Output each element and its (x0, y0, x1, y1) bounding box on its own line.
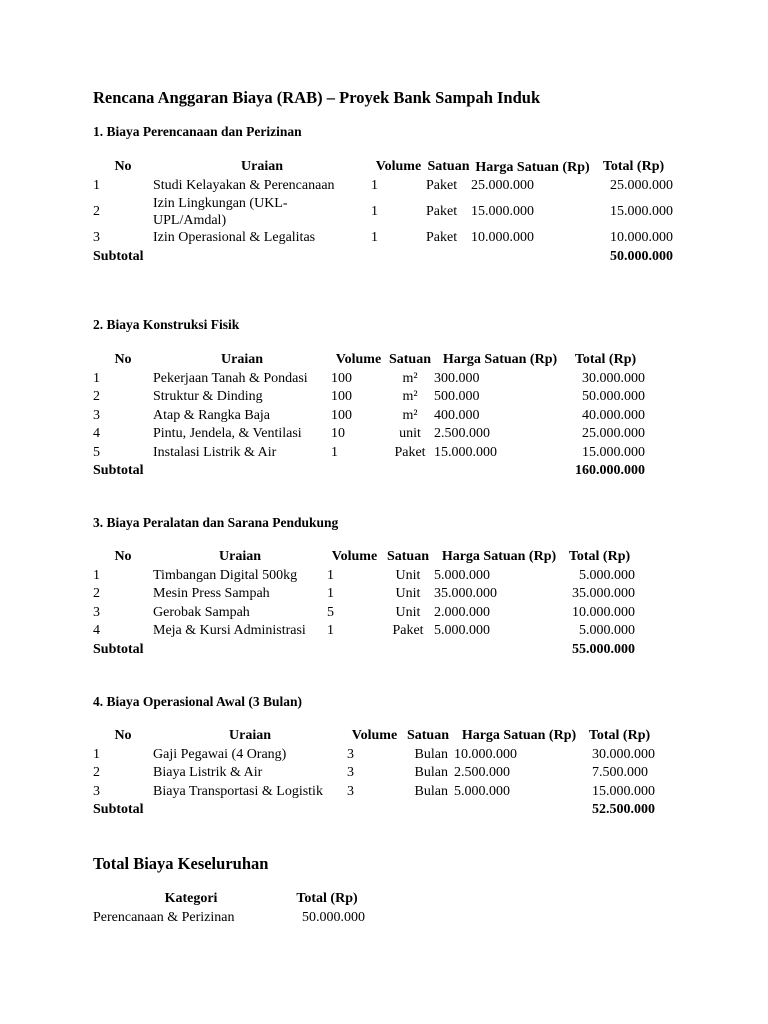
table-row (93, 370, 645, 389)
cell-total: 10.000.000 (610, 230, 673, 245)
cell-total: 15.000.000 (592, 783, 655, 799)
cell-satuan: Unit (395, 567, 421, 583)
cell-no: 3 (93, 783, 100, 799)
cell-no: 1 (93, 370, 100, 386)
summary-table (93, 890, 365, 927)
cell-harga: 10.000.000 (471, 230, 534, 245)
cell-harga: 5.000.000 (434, 623, 490, 638)
section-title: 4. Biaya Operasional Awal (3 Bulan) (93, 694, 303, 709)
header-no: No (114, 728, 132, 743)
cell-uraian: Biaya Transportasi & Logistik (153, 783, 323, 799)
cell-total: 30.000.000 (592, 746, 655, 762)
cell-no: 4 (93, 426, 100, 441)
subtotal-value: 160.000.000 (575, 463, 645, 478)
subtotal-label: Subtotal (93, 463, 144, 478)
cell-satuan: Paket (394, 444, 426, 460)
cell-total: 50.000.000 (582, 389, 645, 404)
cell-volume: 1 (371, 203, 378, 219)
table-row (93, 425, 645, 444)
cell-harga: 15.000.000 (471, 203, 534, 219)
header-no: No (114, 549, 132, 564)
cell-no: 2 (93, 203, 100, 219)
subtotal-value: 50.000.000 (610, 248, 673, 264)
cell-satuan: Paket (426, 203, 458, 219)
cell-uraian: Timbangan Digital 500kg (153, 567, 298, 583)
header-total: Total (Rp) (602, 159, 665, 174)
cell-harga: 2.500.000 (454, 765, 510, 780)
table-header-row (93, 351, 645, 370)
cell-uraian: Struktur & Dinding (153, 389, 263, 404)
table-row (93, 567, 635, 586)
header-total: Total (Rp) (588, 728, 651, 743)
table-row (93, 407, 645, 426)
header-total: Total (Rp) (296, 891, 358, 906)
cell-satuan: Bulan (414, 783, 448, 799)
subtotal-row (93, 641, 635, 660)
header-satuan: Satuan (427, 159, 470, 174)
header-harga-satuan: Harga Satuan (Rp) (442, 352, 558, 367)
cell-no: 5 (93, 444, 100, 460)
cell-total: 40.000.000 (582, 407, 645, 423)
cell-uraian: Izin Lingkungan (UKL-UPL/Amdal) (153, 196, 288, 228)
table-row (93, 909, 365, 928)
cell-no: 3 (93, 407, 100, 423)
cell-volume: 3 (347, 783, 354, 799)
document-title: Rencana Anggaran Biaya (RAB) – Proyek Bank Sampah Induk (93, 88, 541, 107)
cell-satuan: Paket (426, 230, 458, 245)
cell-no: 1 (93, 567, 100, 583)
section-1-table (93, 158, 673, 266)
table-row (93, 783, 655, 802)
cell-satuan: m² (402, 370, 418, 386)
cell-no: 2 (93, 765, 100, 780)
table-row (93, 195, 673, 229)
table-row (93, 764, 655, 783)
header-satuan: Satuan (406, 728, 450, 743)
cell-no: 2 (93, 586, 100, 601)
cell-harga: 300.000 (434, 370, 480, 386)
header-uraian: Uraian (219, 549, 261, 564)
header-total: Total (Rp) (568, 549, 631, 564)
header-no: No (114, 352, 132, 367)
header-no: No (114, 159, 132, 174)
header-harga-satuan: Harga Satuan (Rp) (441, 549, 557, 564)
cell-volume: 5 (327, 604, 334, 620)
cell-total: 35.000.000 (572, 586, 635, 601)
cell-harga: 500.000 (434, 389, 480, 404)
cell-volume: 10 (331, 426, 345, 441)
cell-volume: 1 (371, 177, 378, 193)
cell-volume: 100 (331, 407, 352, 423)
section-title: 3. Biaya Peralatan dan Sarana Pendukung (93, 515, 339, 530)
cell-satuan: Unit (395, 604, 421, 620)
table-row (93, 444, 645, 463)
header-volume: Volume (335, 352, 382, 367)
table-row (93, 604, 635, 623)
cell-uraian: Studi Kelayakan & Perencanaan (153, 177, 335, 193)
cell-total: 50.000.000 (302, 909, 365, 925)
header-uraian: Uraian (221, 352, 263, 367)
summary-title: Total Biaya Keseluruhan (93, 854, 269, 873)
table-header-row (93, 890, 365, 909)
cell-no: 1 (93, 177, 100, 193)
cell-volume: 3 (347, 765, 354, 780)
cell-kategori: Perencanaan & Perizinan (93, 909, 235, 925)
header-kategori: Kategori (164, 891, 218, 906)
section-2-table (93, 351, 645, 481)
cell-satuan: Bulan (414, 765, 448, 780)
header-volume: Volume (375, 159, 422, 174)
cell-total: 15.000.000 (582, 444, 645, 460)
cell-volume: 1 (327, 567, 334, 583)
cell-volume: 1 (331, 444, 338, 460)
cell-harga: 400.000 (434, 407, 480, 423)
cell-no: 2 (93, 389, 100, 404)
header-harga-satuan: Harga Satuan (Rp) (461, 728, 577, 743)
cell-total: 30.000.000 (582, 370, 645, 386)
table-row (93, 585, 635, 604)
cell-satuan: Bulan (414, 746, 448, 762)
header-satuan: Satuan (388, 352, 432, 367)
table-row (93, 177, 673, 196)
cell-total: 5.000.000 (579, 567, 635, 583)
cell-harga: 25.000.000 (471, 177, 534, 193)
cell-satuan: Unit (395, 586, 421, 601)
cell-uraian: Pintu, Jendela, & Ventilasi (153, 426, 302, 441)
table-header-row (93, 727, 655, 746)
cell-total: 25.000.000 (610, 177, 673, 193)
subtotal-label: Subtotal (93, 248, 144, 264)
cell-harga: 15.000.000 (434, 444, 497, 460)
section-3-table (93, 548, 635, 659)
header-volume: Volume (351, 728, 398, 743)
cell-volume: 1 (371, 230, 378, 245)
table-row (93, 746, 655, 765)
cell-harga: 35.000.000 (434, 586, 497, 601)
cell-uraian: Pekerjaan Tanah & Pondasi (153, 370, 308, 386)
cell-harga: 10.000.000 (454, 746, 517, 762)
section-title: 2. Biaya Konstruksi Fisik (93, 317, 240, 332)
cell-uraian: Instalasi Listrik & Air (153, 444, 277, 460)
cell-satuan: unit (399, 426, 421, 441)
cell-volume: 100 (331, 389, 352, 404)
cell-uraian: Izin Operasional & Legalitas (153, 230, 316, 245)
cell-total: 7.500.000 (592, 765, 648, 780)
cell-volume: 1 (327, 623, 334, 638)
section-title: 1. Biaya Perencanaan dan Perizinan (93, 124, 302, 139)
cell-uraian: Biaya Listrik & Air (153, 765, 263, 780)
header-satuan: Satuan (386, 549, 430, 564)
document-page (93, 0, 768, 1024)
subtotal-row (93, 801, 655, 820)
cell-uraian: Gaji Pegawai (4 Orang) (153, 746, 287, 762)
subtotal-row (93, 462, 645, 481)
header-total: Total (Rp) (574, 352, 637, 367)
cell-total: 15.000.000 (610, 203, 673, 219)
header-harga-satuan: Harga Satuan (Rp) (475, 159, 590, 175)
cell-total: 10.000.000 (572, 604, 635, 620)
subtotal-label: Subtotal (93, 641, 144, 657)
table-header-row (93, 548, 635, 567)
cell-no: 1 (93, 746, 100, 762)
header-volume: Volume (331, 549, 378, 564)
cell-no: 3 (93, 230, 100, 245)
table-row (93, 622, 635, 641)
cell-volume: 1 (327, 586, 334, 601)
header-uraian: Uraian (241, 159, 283, 174)
cell-satuan: m² (402, 407, 418, 423)
subtotal-label: Subtotal (93, 802, 144, 817)
section-4-table (93, 727, 655, 820)
cell-uraian: Atap & Rangka Baja (153, 407, 271, 423)
cell-satuan: m² (402, 389, 418, 404)
cell-uraian: Gerobak Sampah (153, 604, 250, 620)
cell-no: 3 (93, 604, 100, 620)
subtotal-row (93, 248, 673, 267)
cell-total: 25.000.000 (582, 426, 645, 441)
cell-volume: 100 (331, 370, 352, 386)
subtotal-value: 52.500.000 (592, 802, 655, 817)
header-uraian: Uraian (229, 728, 271, 743)
cell-volume: 3 (347, 746, 354, 762)
cell-harga: 2.500.000 (434, 426, 490, 441)
cell-satuan: Paket (392, 623, 424, 638)
table-row (93, 229, 673, 248)
table-row (93, 388, 645, 407)
cell-harga: 5.000.000 (454, 783, 510, 799)
cell-no: 4 (93, 623, 100, 638)
cell-harga: 2.000.000 (434, 604, 490, 620)
cell-satuan: Paket (426, 177, 458, 193)
cell-total: 5.000.000 (579, 623, 635, 638)
cell-uraian: Mesin Press Sampah (153, 586, 270, 601)
subtotal-value: 55.000.000 (572, 641, 635, 657)
cell-harga: 5.000.000 (434, 567, 490, 583)
table-header-row (93, 158, 673, 177)
cell-uraian: Meja & Kursi Administrasi (153, 623, 306, 638)
